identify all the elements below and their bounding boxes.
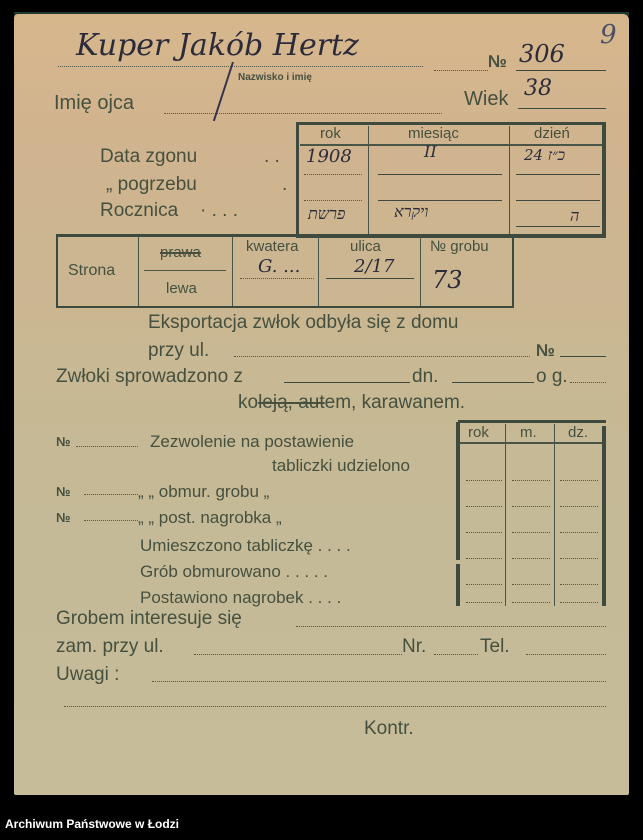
side-option-right: prawa — [160, 244, 201, 261]
col-dzien: dzień — [534, 125, 570, 142]
cell-line — [516, 226, 600, 227]
transport-line — [238, 392, 465, 414]
wall-no-label: № — [56, 484, 71, 499]
age-value: 38 — [524, 76, 552, 101]
number-label: № — [488, 52, 507, 71]
export-line: Eksportacja zwłok odbyła się z domu — [148, 312, 459, 333]
col-rok: rok — [320, 125, 341, 142]
remarks-line — [152, 681, 606, 682]
tombstone-placed-text: Postawiono nagrobek . . . . — [140, 588, 342, 607]
cell-line — [466, 584, 502, 585]
name-handwritten: Kuper Jakób Hertz — [76, 28, 359, 63]
permits-table-left-lower — [456, 564, 460, 606]
remarks-label: Uwagi : — [56, 664, 120, 685]
kwatera-line — [240, 278, 314, 279]
anniversary-dots: · . . . — [200, 200, 238, 221]
export-no-label: № — [536, 341, 555, 360]
tomb-permit-text: „ „ post. nagrobka „ — [138, 508, 282, 527]
cell-line — [560, 532, 598, 533]
death-day: 24 כ״ז — [524, 146, 566, 164]
interested-line — [296, 626, 606, 627]
kwatera-label: kwatera — [246, 238, 299, 255]
permit-no-label: № — [56, 434, 71, 449]
age-label: Wiek — [464, 88, 509, 110]
wall-no-line — [84, 494, 138, 495]
cell-line — [378, 174, 502, 175]
cell-line — [512, 558, 550, 559]
export-street-label: przy ul. — [148, 340, 210, 361]
archive-caption: Archiwum Państwowe w Łodzi — [5, 817, 180, 831]
age-line — [518, 108, 606, 109]
dates-col-divider — [368, 126, 369, 236]
cell-line — [466, 480, 502, 481]
cell-line — [516, 174, 600, 175]
side-option-left: lewa — [166, 280, 197, 297]
grave-number-label: № grobu — [430, 238, 489, 255]
wall-permit-text: „ „ obmur. grobu „ — [138, 482, 270, 501]
grave-col-divider — [138, 236, 139, 306]
permits-col-divider — [505, 424, 506, 606]
grave-walled-text: Grób obmurowano . . . . . — [140, 562, 329, 581]
cell-line — [512, 584, 550, 585]
cell-line — [516, 200, 600, 201]
cell-line — [560, 602, 598, 603]
permits-table-right — [602, 426, 606, 606]
permit-text-2: tabliczki udzielono — [272, 456, 410, 475]
cell-line — [304, 174, 362, 175]
day-line — [452, 382, 534, 383]
tel-line — [526, 654, 606, 655]
permit-text-1: Zezwolenie na postawienie — [150, 432, 355, 451]
cell-line — [378, 200, 502, 201]
tel-label: Tel. — [480, 636, 510, 657]
control-label: Kontr. — [364, 718, 414, 739]
export-street-line — [234, 356, 530, 357]
address-label: zam. przy ul. — [56, 636, 164, 657]
side-divider — [144, 270, 226, 271]
name-line — [58, 66, 423, 67]
father-label: Imię ojca — [54, 92, 135, 114]
interested-label: Grobem interesuje się — [56, 608, 242, 629]
transport-suffix: em, karawanem. — [324, 392, 466, 413]
permit-no-line — [76, 446, 138, 447]
permits-header-rule — [460, 442, 602, 444]
cell-line — [304, 200, 362, 201]
permits-col-divider — [554, 424, 555, 606]
death-year: 1908 — [306, 146, 352, 167]
dates-col-divider — [509, 126, 510, 236]
cell-line — [512, 532, 550, 533]
tomb-no-label: № — [56, 510, 71, 525]
ulica-value: 2/17 — [354, 256, 395, 277]
nr-label: Nr. — [402, 636, 427, 657]
permits-col-rok: rok — [468, 424, 489, 441]
grave-col-divider — [318, 236, 319, 306]
grave-col-divider — [232, 236, 233, 306]
permits-table-top — [458, 420, 606, 423]
grave-col-divider — [420, 236, 421, 306]
name-label: Nazwisko i imię — [238, 72, 312, 83]
cell-line — [466, 506, 502, 507]
permits-col-m: m. — [520, 424, 537, 441]
day-label: dn. — [412, 366, 439, 387]
ulica-line — [326, 278, 414, 279]
death-date-dots: . . — [264, 146, 280, 167]
side-label: Strona — [68, 262, 116, 279]
col-miesiac: miesiąc — [408, 125, 459, 142]
number-line — [516, 70, 606, 71]
address-line — [194, 654, 402, 655]
corner-number: 9 — [600, 20, 617, 50]
cell-line — [512, 602, 550, 603]
transport-struck: leją, aut — [258, 392, 325, 413]
father-line — [164, 113, 442, 114]
cell-line — [560, 584, 598, 585]
cell-line — [512, 506, 550, 507]
burial-record-card — [14, 14, 629, 795]
anniversary-label: Rocznica — [100, 200, 179, 221]
cell-line — [560, 480, 598, 481]
export-no-line — [560, 356, 606, 357]
grave-number-value: 73 — [432, 266, 463, 294]
tomb-no-line — [84, 520, 138, 521]
cell-line — [466, 558, 502, 559]
burial-date-dots: . — [282, 174, 288, 195]
nr-line — [434, 654, 478, 655]
permits-col-dz: dz. — [568, 424, 589, 441]
cell-line — [466, 532, 502, 533]
anniversary-month: ויקרא — [394, 202, 429, 221]
remarks-line-2 — [64, 706, 606, 707]
brought-label: Zwłoki sprowadzono z — [56, 366, 243, 387]
transport-prefix: ko — [238, 392, 259, 413]
hour-label: o g. — [536, 366, 568, 387]
brought-line — [284, 382, 410, 383]
cell-line — [560, 506, 598, 507]
burial-date-label: „ pogrzebu — [106, 174, 197, 195]
number-value: 306 — [519, 40, 565, 68]
cell-line — [512, 480, 550, 481]
kwatera-value: G. ... — [258, 256, 301, 277]
ulica-label: ulica — [350, 238, 381, 255]
cell-line — [560, 558, 598, 559]
death-date-label: Data zgonu — [100, 146, 198, 167]
number-lead-line — [434, 70, 488, 71]
anniversary-day: ה — [570, 206, 580, 225]
cell-line — [466, 602, 502, 603]
plaque-placed-text: Umieszczono tabliczkę . . . . — [140, 536, 351, 555]
hour-line — [570, 382, 606, 383]
death-month: II — [424, 142, 437, 161]
anniversary-parasha: פרשת — [308, 204, 346, 223]
